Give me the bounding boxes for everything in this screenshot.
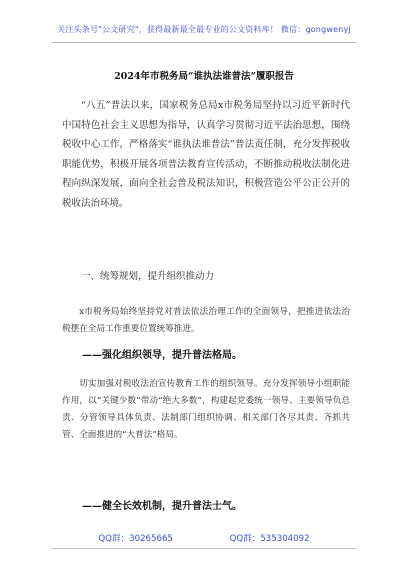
section-heading-1: 一、统筹规划，提升组织推动力 [81, 271, 215, 282]
intro-paragraph: “八五”普法以来，国家税务总局x市税务局坚持以习近平新时代中国特色社会主义思想为指导，认真学习贯彻习近平法治思想，围绕税收中心工作，严格落实“谁执法谁普法”普法责任制，充分发挥税收职能优势，积极开展各项普法教育宣传活动，不断推动税收法制化进程向纵深发展，面向全社会普及税法知识，积极营造公平公正公开的税收法治环境。 [62, 100, 350, 209]
subheading-strengthen-leadership: ——强化组织领导，提升普法格局。 [82, 350, 242, 361]
document-title: 2024年市税务局“谁执法谁普法”履职报告 [114, 71, 294, 82]
header-banner: 关注头条号"公文研究"，获得最新最全最专业的公文资料库！ 微信：gongwenyj [57, 25, 351, 34]
section-1-paragraph: x市税务局始终坚持党对普法依法治理工作的全面领导，把推进依法治税摆在全局工作重要位置统筹推进。 [62, 307, 350, 334]
header-divider [52, 42, 356, 43]
subheading-long-term-mechanism: ——健全长效机制，提升普法士气。 [82, 501, 242, 512]
footer-contact [0, 532, 408, 544]
leadership-paragraph: 切实加强对税收法治宣传教育工作的组织领导。充分发挥领导小组职能作用，以“关键少数”带动“绝大多数”，构建起党委统一领导、主要领导负总责、分管领导具体负责、法制部门组织协调、相关部门各尽其责、齐抓共管、全面推进的“大普法”格局。 [62, 379, 350, 440]
qq-group-1: QQ群：30265665 [98, 534, 173, 544]
footer-divider [52, 548, 356, 549]
qq-group-2: QQ群：535304092 [229, 534, 310, 544]
